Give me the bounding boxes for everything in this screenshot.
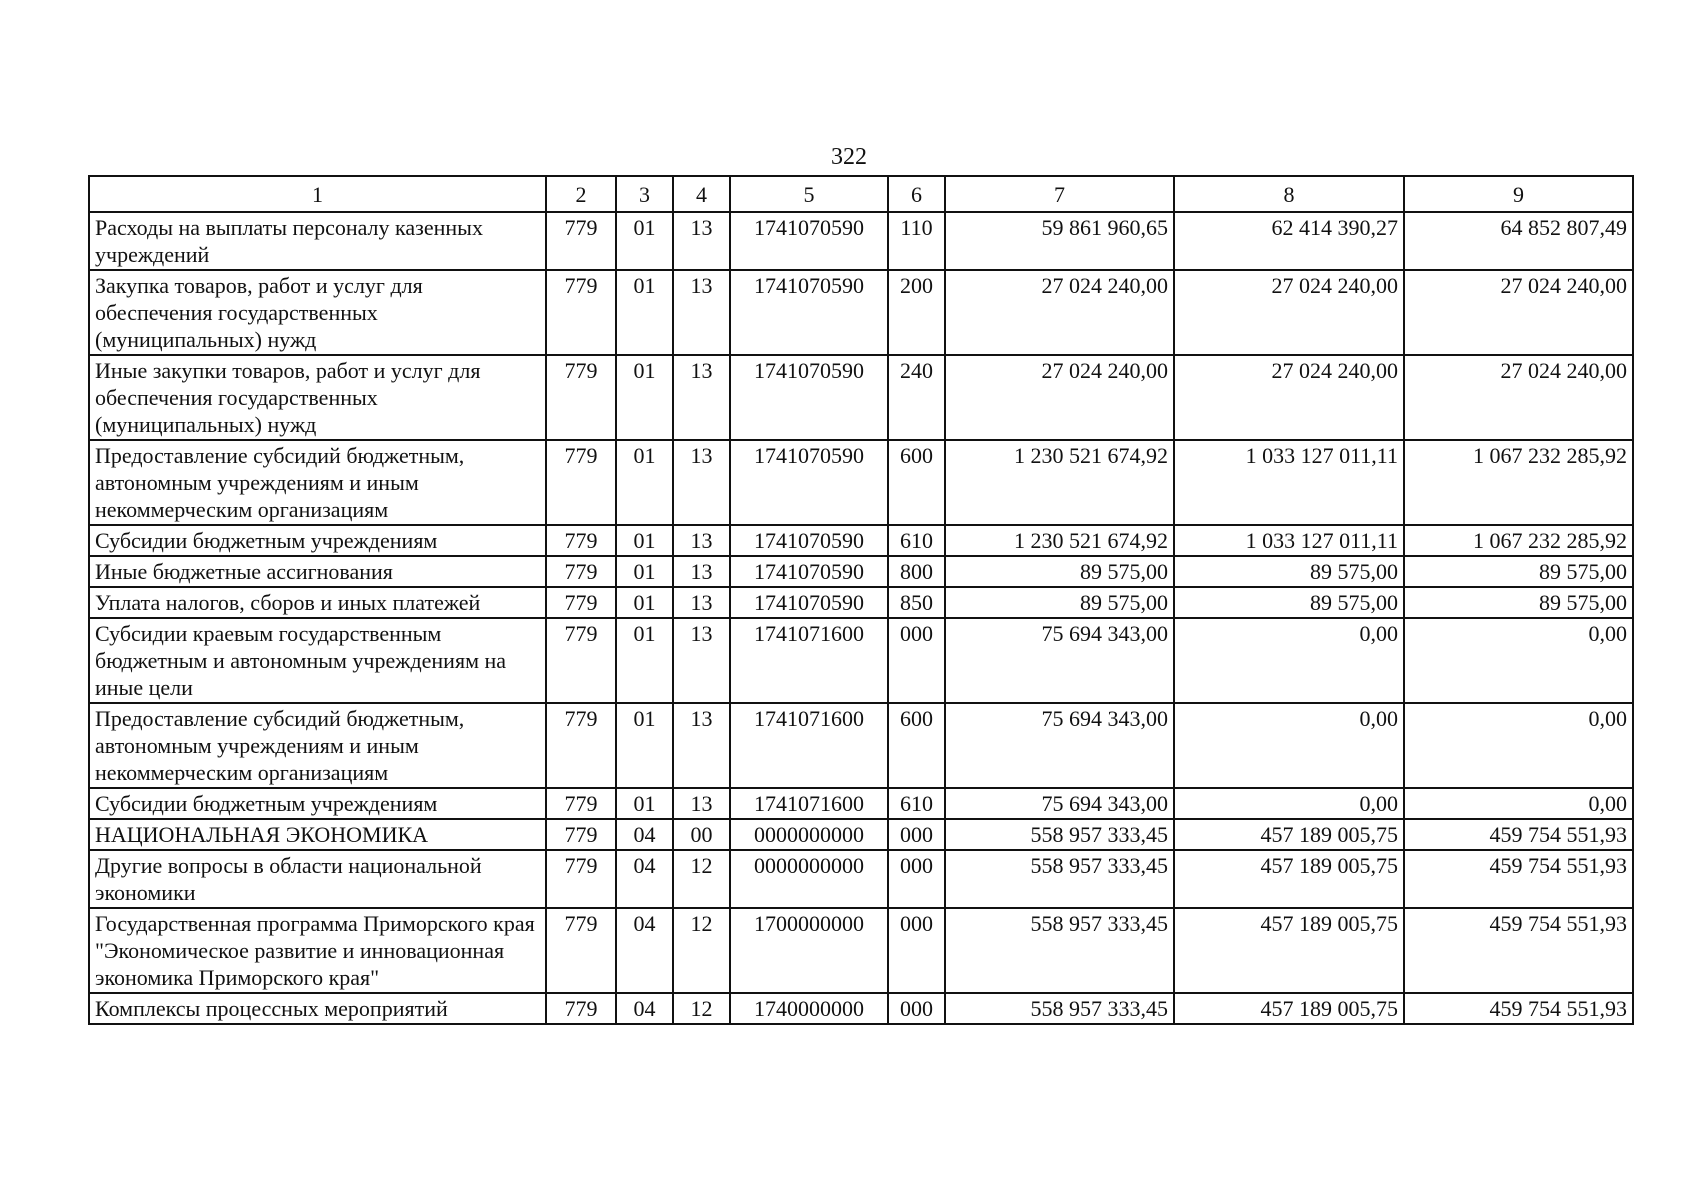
column-header: 6	[888, 176, 945, 212]
subsection-code-cell: 12	[673, 908, 730, 993]
section-code-cell: 04	[616, 819, 673, 850]
amount-cell: 27 024 240,00	[1404, 355, 1633, 440]
expense-type-cell: 000	[888, 618, 945, 703]
section-code-cell: 01	[616, 788, 673, 819]
amount-cell: 75 694 343,00	[945, 788, 1174, 819]
table-row	[89, 587, 1633, 618]
subsection-code-cell: 13	[673, 788, 730, 819]
section-code-cell: 01	[616, 587, 673, 618]
table-row	[89, 908, 1633, 993]
expense-type-cell: 000	[888, 850, 945, 908]
table-row	[89, 355, 1633, 440]
expense-type-cell: 800	[888, 556, 945, 587]
table-body	[89, 212, 1633, 1024]
amount-cell: 64 852 807,49	[1404, 212, 1633, 270]
admin-code-cell: 779	[546, 788, 616, 819]
budget-table	[88, 175, 1634, 1025]
column-header: 7	[945, 176, 1174, 212]
admin-code-cell: 779	[546, 525, 616, 556]
column-header: 1	[89, 176, 546, 212]
admin-code-cell: 779	[546, 703, 616, 788]
subsection-code-cell: 00	[673, 819, 730, 850]
row-name-cell: Государственная программа Приморского края "Экономическое развитие и инновационная экономика Приморского края"	[89, 908, 546, 993]
section-code-cell: 01	[616, 440, 673, 525]
subsection-code-cell: 12	[673, 993, 730, 1024]
admin-code-cell: 779	[546, 440, 616, 525]
admin-code-cell: 779	[546, 908, 616, 993]
expense-type-cell: 240	[888, 355, 945, 440]
row-name-cell: НАЦИОНАЛЬНАЯ ЭКОНОМИКА	[89, 819, 546, 850]
amount-cell: 457 189 005,75	[1174, 993, 1404, 1024]
subsection-code-cell: 13	[673, 618, 730, 703]
row-name-cell: Уплата налогов, сборов и иных платежей	[89, 587, 546, 618]
expense-type-cell: 850	[888, 587, 945, 618]
amount-cell: 558 957 333,45	[945, 850, 1174, 908]
amount-cell: 62 414 390,27	[1174, 212, 1404, 270]
amount-cell: 27 024 240,00	[1174, 355, 1404, 440]
target-article-cell: 1700000000	[730, 908, 888, 993]
expense-type-cell: 610	[888, 525, 945, 556]
table-row	[89, 819, 1633, 850]
amount-cell: 59 861 960,65	[945, 212, 1174, 270]
amount-cell: 558 957 333,45	[945, 819, 1174, 850]
expense-type-cell: 600	[888, 703, 945, 788]
row-name-cell: Предоставление субсидий бюджетным, автономным учреждениям и иным некоммерческим организациям	[89, 703, 546, 788]
section-code-cell: 01	[616, 618, 673, 703]
amount-cell: 75 694 343,00	[945, 703, 1174, 788]
amount-cell: 457 189 005,75	[1174, 850, 1404, 908]
table-row	[89, 618, 1633, 703]
amount-cell: 27 024 240,00	[945, 270, 1174, 355]
column-header: 3	[616, 176, 673, 212]
subsection-code-cell: 13	[673, 355, 730, 440]
amount-cell: 459 754 551,93	[1404, 993, 1633, 1024]
admin-code-cell: 779	[546, 355, 616, 440]
section-code-cell: 01	[616, 212, 673, 270]
expense-type-cell: 600	[888, 440, 945, 525]
target-article-cell: 0000000000	[730, 819, 888, 850]
section-code-cell: 01	[616, 355, 673, 440]
amount-cell: 27 024 240,00	[945, 355, 1174, 440]
row-name-cell: Иные бюджетные ассигнования	[89, 556, 546, 587]
amount-cell: 0,00	[1404, 788, 1633, 819]
amount-cell: 89 575,00	[1174, 587, 1404, 618]
row-name-cell: Субсидии краевым государственным бюджетным и автономным учреждениям на иные цели	[89, 618, 546, 703]
row-name-cell: Субсидии бюджетным учреждениям	[89, 525, 546, 556]
amount-cell: 0,00	[1404, 703, 1633, 788]
amount-cell: 89 575,00	[945, 556, 1174, 587]
expense-type-cell: 000	[888, 819, 945, 850]
target-article-cell: 1741070590	[730, 355, 888, 440]
target-article-cell: 1741070590	[730, 440, 888, 525]
row-name-cell: Другие вопросы в области национальной экономики	[89, 850, 546, 908]
table-row	[89, 703, 1633, 788]
target-article-cell: 1741070590	[730, 270, 888, 355]
admin-code-cell: 779	[546, 993, 616, 1024]
amount-cell: 558 957 333,45	[945, 993, 1174, 1024]
target-article-cell: 1741070590	[730, 556, 888, 587]
expense-type-cell: 610	[888, 788, 945, 819]
amount-cell: 0,00	[1174, 618, 1404, 703]
row-name-cell: Комплексы процессных мероприятий	[89, 993, 546, 1024]
section-code-cell: 04	[616, 908, 673, 993]
table-row	[89, 993, 1633, 1024]
table-row	[89, 270, 1633, 355]
table-row	[89, 212, 1633, 270]
amount-cell: 459 754 551,93	[1404, 819, 1633, 850]
admin-code-cell: 779	[546, 819, 616, 850]
column-header: 2	[546, 176, 616, 212]
admin-code-cell: 779	[546, 850, 616, 908]
expense-type-cell: 000	[888, 908, 945, 993]
target-article-cell: 1740000000	[730, 993, 888, 1024]
row-name-cell: Иные закупки товаров, работ и услуг для обеспечения государственных (муниципальных) нужд	[89, 355, 546, 440]
amount-cell: 27 024 240,00	[1404, 270, 1633, 355]
column-header: 5	[730, 176, 888, 212]
section-code-cell: 01	[616, 703, 673, 788]
table-row	[89, 788, 1633, 819]
amount-cell: 0,00	[1174, 788, 1404, 819]
amount-cell: 1 067 232 285,92	[1404, 525, 1633, 556]
subsection-code-cell: 13	[673, 440, 730, 525]
target-article-cell: 1741070590	[730, 587, 888, 618]
subsection-code-cell: 13	[673, 556, 730, 587]
section-code-cell: 01	[616, 270, 673, 355]
amount-cell: 27 024 240,00	[1174, 270, 1404, 355]
target-article-cell: 1741071600	[730, 703, 888, 788]
target-article-cell: 0000000000	[730, 850, 888, 908]
amount-cell: 89 575,00	[945, 587, 1174, 618]
amount-cell: 457 189 005,75	[1174, 819, 1404, 850]
amount-cell: 459 754 551,93	[1404, 850, 1633, 908]
amount-cell: 1 230 521 674,92	[945, 525, 1174, 556]
expense-type-cell: 200	[888, 270, 945, 355]
subsection-code-cell: 13	[673, 270, 730, 355]
target-article-cell: 1741071600	[730, 788, 888, 819]
amount-cell: 89 575,00	[1174, 556, 1404, 587]
expense-type-cell: 110	[888, 212, 945, 270]
amount-cell: 558 957 333,45	[945, 908, 1174, 993]
amount-cell: 89 575,00	[1404, 587, 1633, 618]
expense-type-cell: 000	[888, 993, 945, 1024]
column-header: 4	[673, 176, 730, 212]
table-row	[89, 440, 1633, 525]
table-row	[89, 525, 1633, 556]
amount-cell: 75 694 343,00	[945, 618, 1174, 703]
row-name-cell: Предоставление субсидий бюджетным, автономным учреждениям и иным некоммерческим организациям	[89, 440, 546, 525]
section-code-cell: 01	[616, 556, 673, 587]
section-code-cell: 01	[616, 525, 673, 556]
subsection-code-cell: 12	[673, 850, 730, 908]
amount-cell: 0,00	[1174, 703, 1404, 788]
amount-cell: 457 189 005,75	[1174, 908, 1404, 993]
amount-cell: 459 754 551,93	[1404, 908, 1633, 993]
target-article-cell: 1741070590	[730, 212, 888, 270]
subsection-code-cell: 13	[673, 587, 730, 618]
section-code-cell: 04	[616, 850, 673, 908]
admin-code-cell: 779	[546, 270, 616, 355]
admin-code-cell: 779	[546, 212, 616, 270]
row-name-cell: Закупка товаров, работ и услуг для обеспечения государственных (муниципальных) нужд	[89, 270, 546, 355]
admin-code-cell: 779	[546, 556, 616, 587]
section-code-cell: 04	[616, 993, 673, 1024]
amount-cell: 89 575,00	[1404, 556, 1633, 587]
amount-cell: 1 230 521 674,92	[945, 440, 1174, 525]
target-article-cell: 1741070590	[730, 525, 888, 556]
admin-code-cell: 779	[546, 587, 616, 618]
amount-cell: 1 067 232 285,92	[1404, 440, 1633, 525]
subsection-code-cell: 13	[673, 525, 730, 556]
header-row	[89, 176, 1633, 212]
amount-cell: 1 033 127 011,11	[1174, 440, 1404, 525]
amount-cell: 1 033 127 011,11	[1174, 525, 1404, 556]
row-name-cell: Субсидии бюджетным учреждениям	[89, 788, 546, 819]
table-row	[89, 556, 1633, 587]
page-number: 322	[831, 144, 867, 170]
row-name-cell: Расходы на выплаты персоналу казенных учреждений	[89, 212, 546, 270]
column-header: 8	[1174, 176, 1404, 212]
subsection-code-cell: 13	[673, 212, 730, 270]
target-article-cell: 1741071600	[730, 618, 888, 703]
subsection-code-cell: 13	[673, 703, 730, 788]
table-row	[89, 850, 1633, 908]
admin-code-cell: 779	[546, 618, 616, 703]
column-header: 9	[1404, 176, 1633, 212]
amount-cell: 0,00	[1404, 618, 1633, 703]
